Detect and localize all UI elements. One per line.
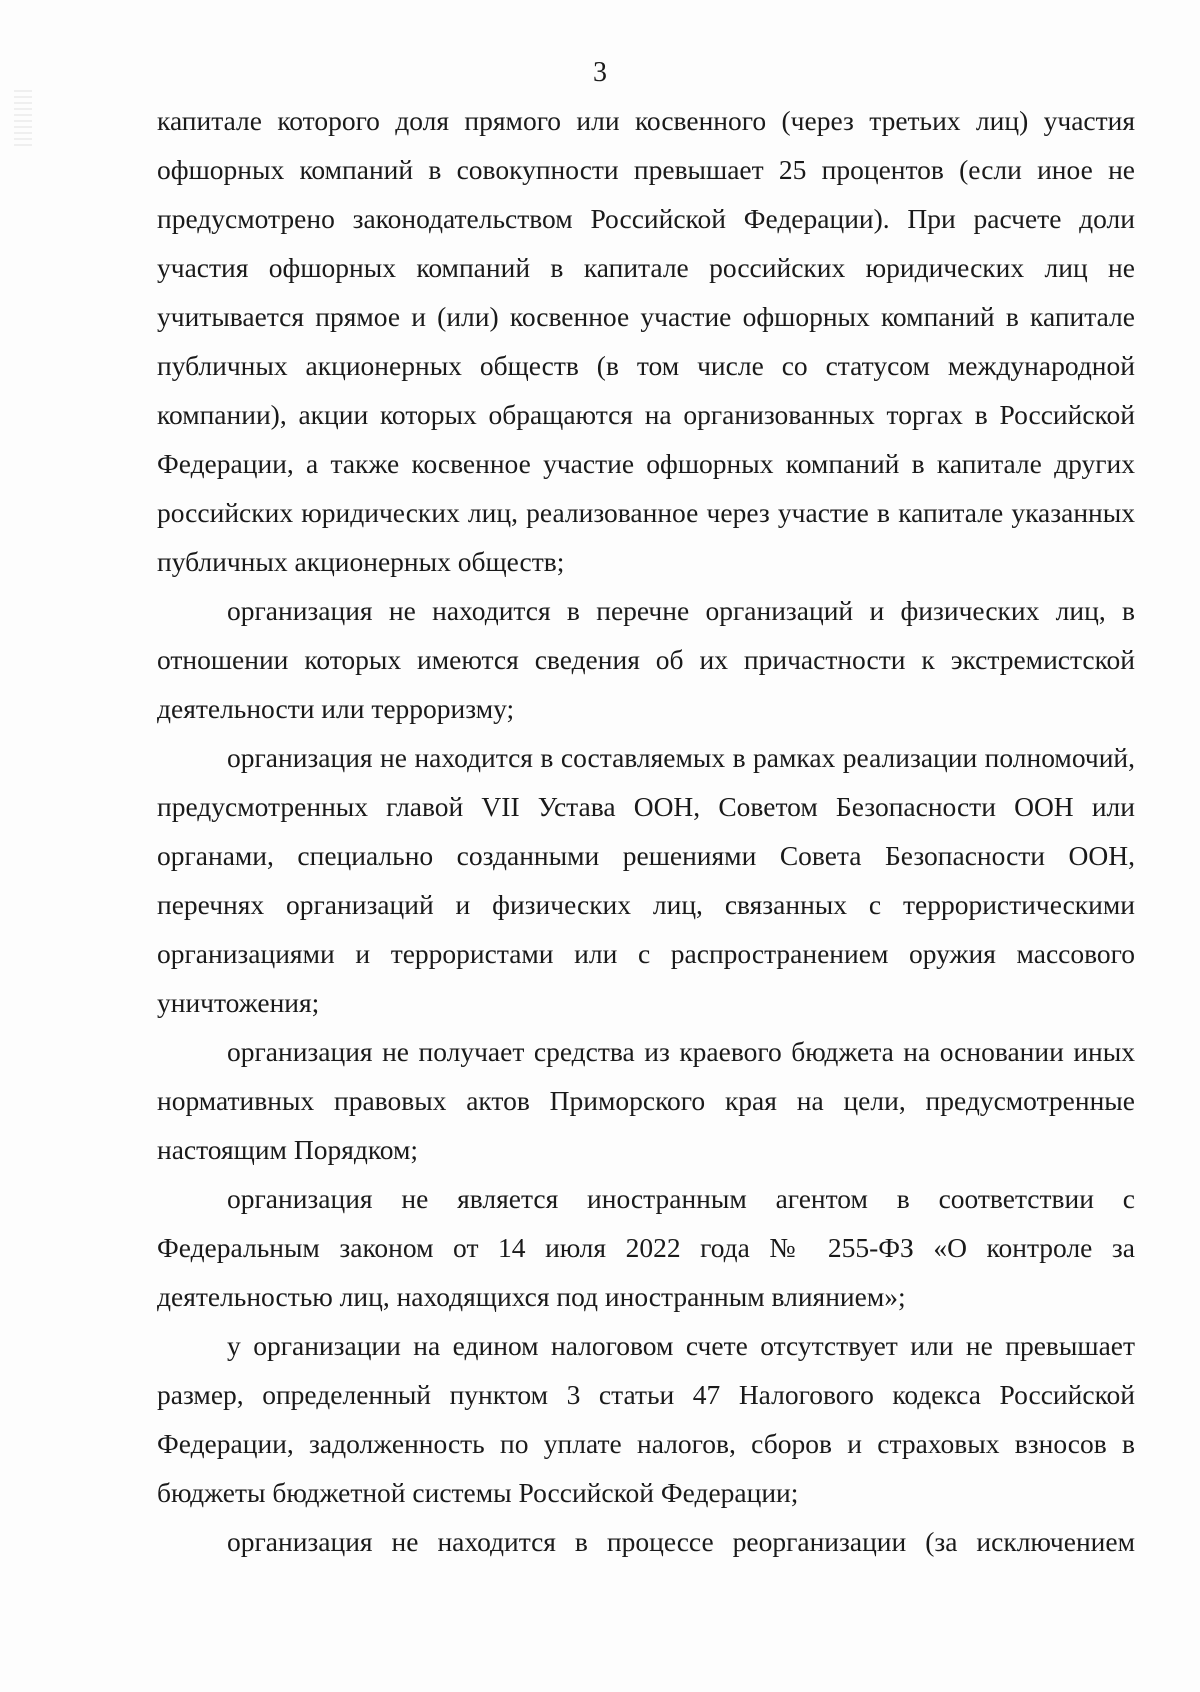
paragraph-un-security-council-list: организация не находится в составляемых в рамках реализации полномочий, предусмотренных главой VII Устава ООН, Советом Безопасности ООН или органами, специально созданными решениями Совета Безопасности ООН, перечнях организаций и физических лиц, связанных с террористическими организациями и террористами или с распространением оружия массового уничтожения; (157, 742, 1135, 1018)
paragraph-extremism-list: организация не находится в перечне организаций и физических лиц, в отношении которых имеются сведения об их причастности к экстремистской деятельности или терроризму; (157, 595, 1135, 724)
paragraph-offshore-participation: капитале которого доля прямого или косвенного (через третьих лиц) участия офшорных компаний в совокупности превышает 25 процентов (если иное не предусмотрено законодательством Российской Федерации). При расчете доли участия офшорных компаний в капитале российских юридических лиц не учитывается прямое и (или) косвенное участие офшорных компаний в капитале публичных акционерных обществ (в том числе со статусом международной компании), акции которых обращаются на организованных торгах в Российской Федерации, а также косвенное участие офшорных компаний в капитале других российских юридических лиц, реализованное через участие в капитале указанных публичных акционерных обществ; (157, 105, 1135, 577)
paragraph-reorganization: организация не находится в процессе реорганизации (за исключением (227, 1526, 1135, 1557)
paragraph-regional-budget-funds: организация не получает средства из краевого бюджета на основании иных нормативных правовых актов Приморского края на цели, предусмотренные настоящим Порядком; (157, 1036, 1135, 1165)
scan-artifact (14, 90, 32, 150)
document-body (157, 96, 1135, 1566)
paragraph-foreign-agent: организация не является иностранным агентом в соответствии с Федеральным законом от 14 июля 2022 года № 255-ФЗ «О контроле за деятельностью лиц, находящихся под иностранным влиянием»; (157, 1183, 1135, 1312)
paragraph-tax-debt: у организации на едином налоговом счете отсутствует или не превышает размер, определенный пунктом 3 статьи 47 Налогового кодекса Российской Федерации, задолженность по уплате налогов, сборов и страховых взносов в бюджеты бюджетной системы Российской Федерации; (157, 1330, 1135, 1508)
page-number: 3 (593, 57, 607, 88)
